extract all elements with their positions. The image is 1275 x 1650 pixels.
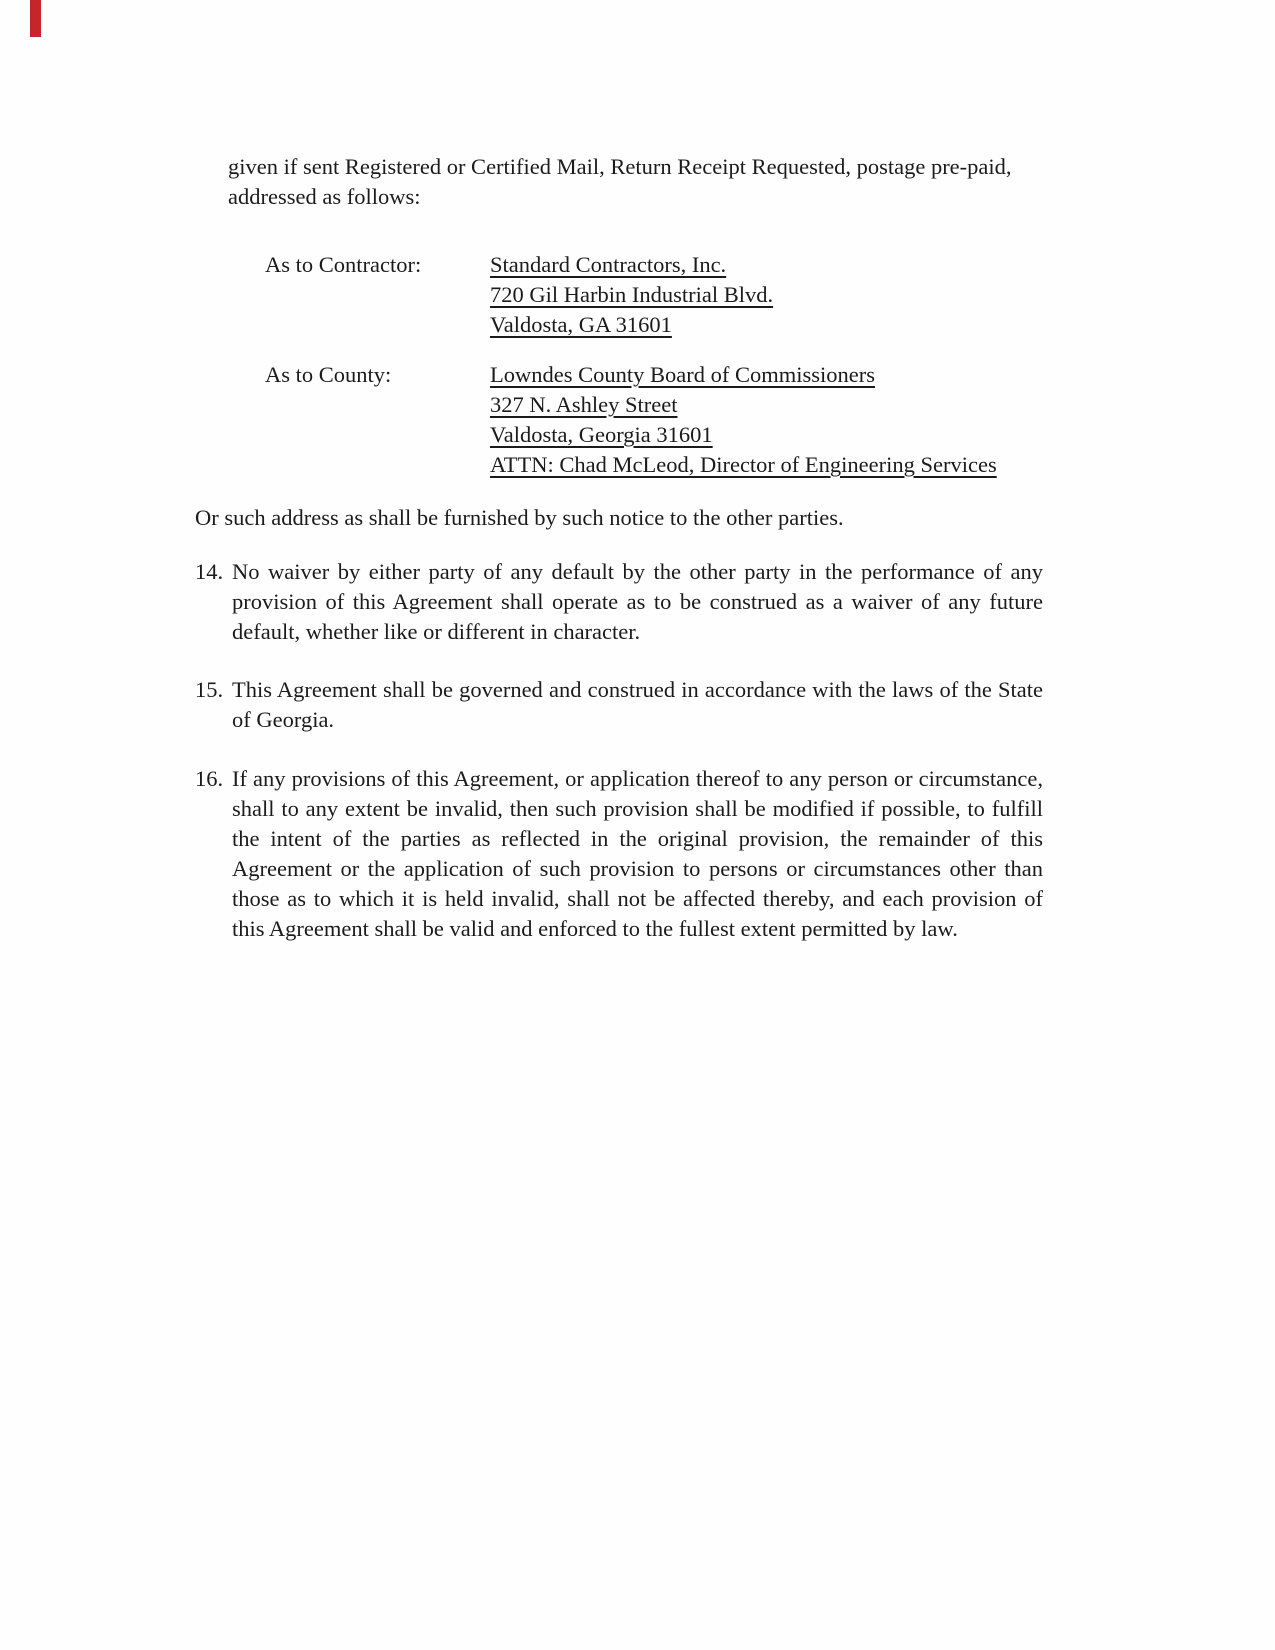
clause-15 xyxy=(195,675,1043,735)
contractor-address-line: Standard Contractors, Inc. xyxy=(490,252,727,277)
clause-15-number: 15. xyxy=(195,677,224,702)
county-notice-block xyxy=(265,360,1275,480)
clause-14 xyxy=(195,557,1043,647)
address-note-paragraph: Or such address as shall be furnished by such notice to the other parties. xyxy=(195,505,844,530)
clause-16 xyxy=(195,764,1043,944)
county-address-line: ATTN: Chad McLeod, Director of Engineering Services xyxy=(490,452,997,477)
clause-16-number: 16. xyxy=(195,766,224,791)
contractor-address-line: Valdosta, GA 31601 xyxy=(490,312,672,337)
clause-15-text: This Agreement shall be governed and construed in accordance with the laws of the State of Georgia. xyxy=(232,677,1043,732)
county-address xyxy=(490,360,997,480)
scan-artifact-mark xyxy=(30,0,41,37)
clause-16-text: If any provisions of this Agreement, or application thereof to any person or circumstance, shall to any extent be invalid, then such provision shall be modified if possible, to fulfill the intent of the parties as reflected in the original provision, the remainder of this Agreement or the application of such provision to persons or circumstances other than those as to which it is held invalid, shall not be affected thereby, and each provision of this Agreement shall be valid and enforced to the fullest extent permitted by law. xyxy=(232,766,1043,941)
county-label: As to County: xyxy=(265,362,392,387)
contractor-label: As to Contractor: xyxy=(265,252,422,277)
clause-14-number: 14. xyxy=(195,559,224,584)
county-address-line: 327 N. Ashley Street xyxy=(490,392,678,417)
contractor-notice-block xyxy=(265,250,1275,340)
intro-paragraph: given if sent Registered or Certified Mail, Return Receipt Requested, postage pre-paid, addressed as follows: xyxy=(228,154,1012,209)
contractor-address xyxy=(490,250,773,340)
county-address-line: Valdosta, Georgia 31601 xyxy=(490,422,713,447)
county-address-line: Lowndes County Board of Commissioners xyxy=(490,362,875,387)
contractor-address-line: 720 Gil Harbin Industrial Blvd. xyxy=(490,282,774,307)
clause-14-text: No waiver by either party of any default by the other party in the performance of any provision of this Agreement shall operate as to be construed as a waiver of any future default, whether like or different in character. xyxy=(232,559,1043,644)
